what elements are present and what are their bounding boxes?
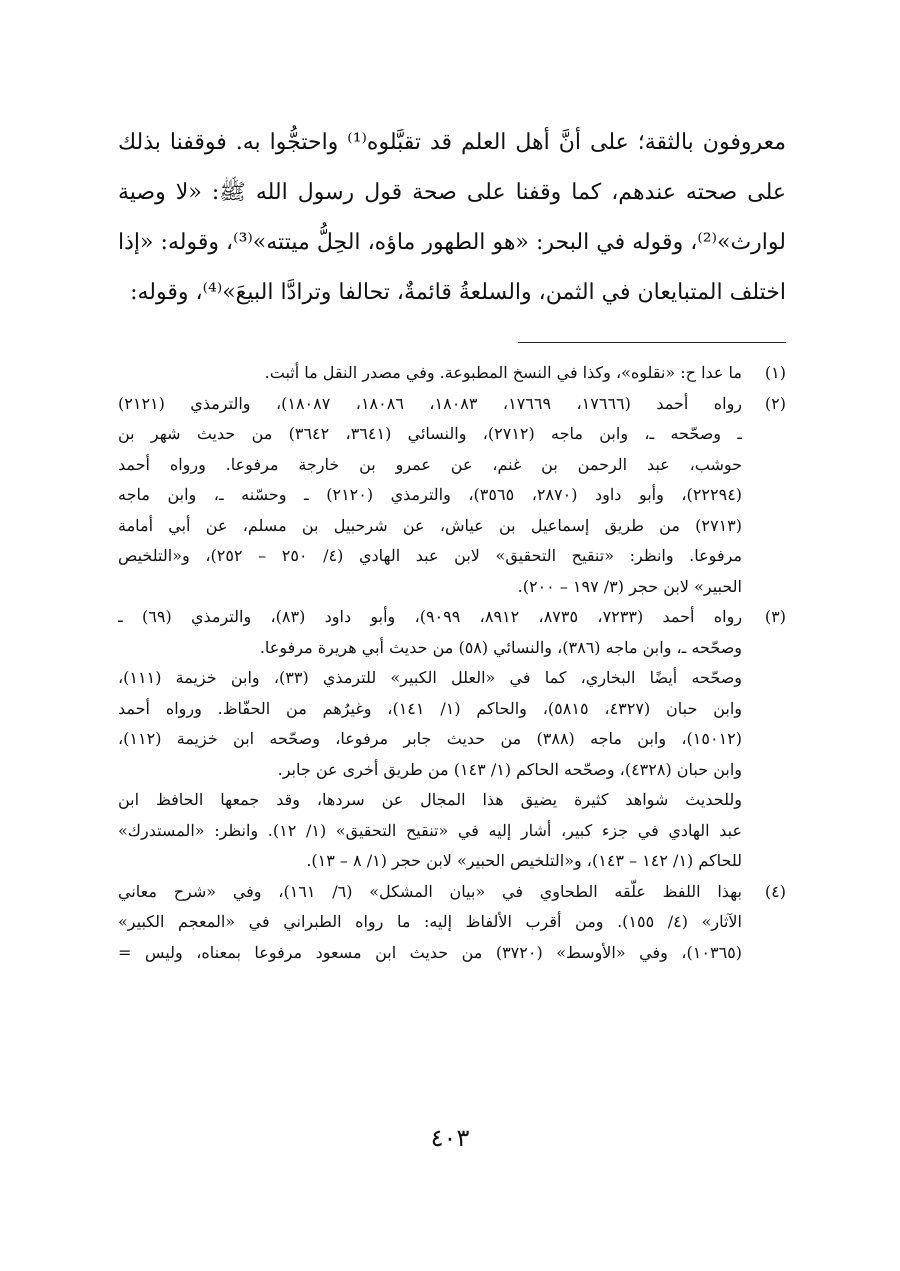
footnote-line: الآثار» (٤/ ١٥٥). ومن أقرب الألفاظ إليه: ما رواه الطبراني في «المعجم الكبير»	[118, 912, 742, 931]
footnote-line: الحبير» لابن حجر (٣/ ١٩٧ – ٢٠٠).	[517, 576, 742, 596]
footnote-number: (٣)	[764, 607, 786, 626]
footnote-line: وابن حبان (٤٣٢٧، ٥٨١٥)، والحاكم (١/ ١٤١)، وغيرُهم من الحفّاظ. ورواه أحمد	[118, 698, 742, 718]
footnote-line: رواه أحمد (٧٢٣٣، ٨٧٣٥، ٨٩١٢، ٩٠٩٩)، وأبو داود (٨٣)، والترمذي (٦٩) ـ	[118, 607, 742, 626]
footnote-separator	[518, 342, 786, 343]
page-number: ٤٠٣	[430, 1124, 470, 1152]
footnotes	[118, 358, 786, 968]
footnote-3	[118, 602, 786, 877]
footnote-number: (٤)	[764, 881, 786, 901]
footnote-line: ما عدا ح: «نقلوه»، وكذا في النسخ المطبوعة. وفي مصدر النقل ما أثبت.	[264, 363, 742, 382]
main-text-line: لوارث»⁽²⁾، وقوله في البحر: «هو الطهور ماؤه، الحِلُّ ميتته»⁽³⁾، وقوله: «إذا	[118, 230, 786, 255]
footnote-2	[118, 389, 786, 603]
footnote-line: وابن حبان (٤٣٢٨)، وصحّحه الحاكم (١/ ١٤٣) من طريق أخرى عن جابر.	[277, 759, 742, 779]
footnote-1	[118, 358, 786, 389]
footnote-line: رواه أحمد (١٧٦٦٦، ١٧٦٦٩، ١٨٠٨٣، ١٨٠٨٦، ١٨٠٨٧)، والترمذي (٢١٢١)	[118, 393, 742, 413]
main-text-line: اختلف المتبايعان في الثمن، والسلعةُ قائمةٌ، تحالفا وترادَّا البيعَ»⁽⁴⁾، وقوله:	[130, 280, 786, 305]
footnote-4	[118, 877, 786, 969]
footnote-line: (١٠٣٦٥)، وفي «الأوسط» (٣٧٢٠) من حديث ابن مسعود مرفوعا بمعناه، وليس =	[118, 942, 742, 962]
footnote-line: مرفوعا. وانظر: «تنقيح التحقيق» لابن عبد الهادي (٤/ ٢٥٠ – ٢٥٢)، و«التلخيص	[118, 546, 742, 565]
main-text-line: على صحته عندهم، كما وقفنا على صحة قول رسول الله ﷺ: «لا وصية	[118, 180, 786, 205]
footnote-line: وصحّحه أيضًا البخاري، كما في «العلل الكبير» للترمذي (٣٣)، وابن خزيمة (١١١)،	[118, 668, 742, 687]
footnote-number: (١)	[764, 363, 786, 382]
footnote-line: ـ وصحّحه ـ، وابن ماجه (٢٧١٢)، والنسائي (٣٦٤١، ٣٦٤٢) من حديث شهر بن	[118, 424, 742, 443]
footnote-number: (٢)	[764, 393, 786, 413]
main-text	[118, 118, 786, 318]
footnote-line: عبد الهادي في جزء كبير، أشار إليه في «تنقيح التحقيق» (١/ ١٢). وانظر: «المستدرك»	[118, 820, 742, 840]
main-text-line: معروفون بالثقة؛ على أنَّ أهل العلم قد تقبَّلوه⁽¹⁾ واحتجُّوا به. فوقفنا بذلك	[118, 130, 786, 155]
footnote-line: (١٥٠١٢)، وابن ماجه (٣٨٨) من حديث جابر مرفوعا، وصحّحه ابن خزيمة (١١٢)،	[118, 729, 742, 748]
footnote-line: (٢٢٢٩٤)، وأبو داود (٢٨٧٠، ٣٥٦٥)، والترمذي (٢١٢٠) ـ وحسّنه ـ، وابن ماجه	[118, 485, 742, 504]
footnote-line: حوشب، عبد الرحمن بن غنم، عن عمرو بن خارجة مرفوعا. ورواه أحمد	[118, 454, 742, 474]
footnote-line: للحاكم (١/ ١٤٢ – ١٤٣)، و«التلخيص الحبير» لابن حجر (١/ ٨ – ١٣).	[306, 851, 742, 870]
footnote-line: وللحديث شواهد كثيرة يضيق هذا المجال عن سردها، وقد جمعها الحافظ ابن	[118, 790, 742, 809]
footnote-line: (٢٧١٣) من طريق إسماعيل بن عياش، عن شرحبيل بن مسلم، عن أبي أمامة	[118, 515, 742, 535]
footnote-line: وصحّحه ـ، وابن ماجه (٣٨٦)، والنسائي (٥٨) من حديث أبي هريرة مرفوعا.	[259, 637, 742, 657]
footnote-line: بهذا اللفظ علّقه الطحاوي في «بيان المشكل» (٦/ ١٦١)، وفي «شرح معاني	[118, 881, 742, 901]
